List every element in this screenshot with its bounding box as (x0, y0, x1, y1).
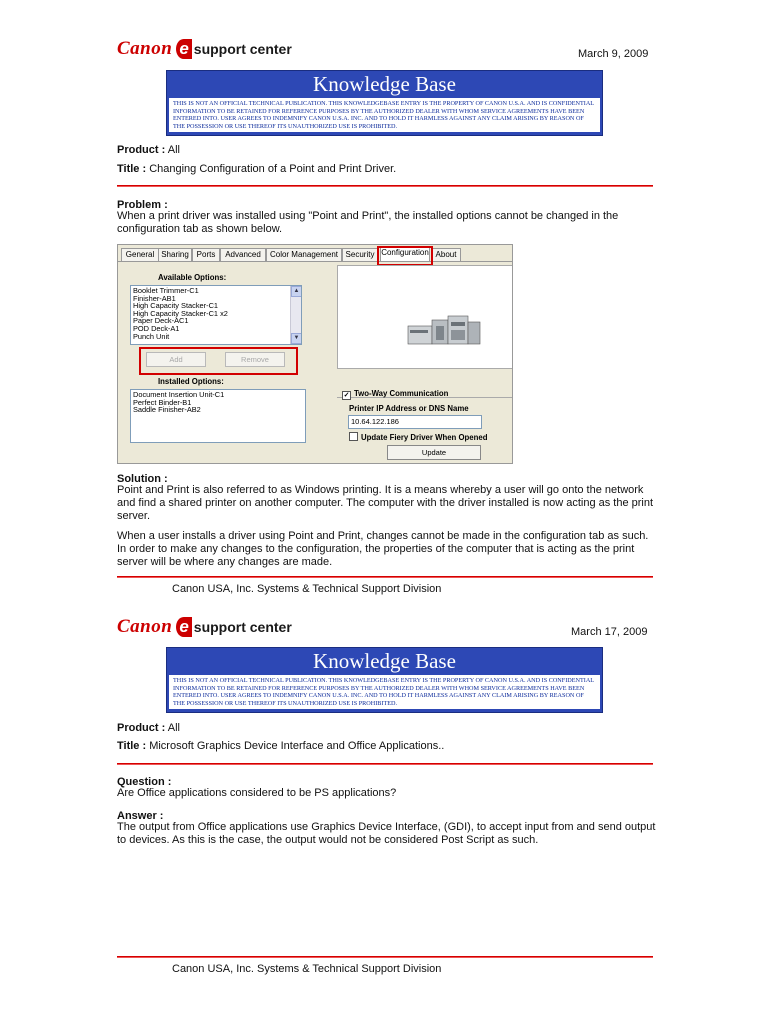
banner-disclaimer: THIS IS NOT AN OFFICIAL TECHNICAL PUBLICATION. THIS KNOWLEDGEBASE ENTRY IS THE PROPERTY OF CANON U.S.A. AND IS CONFIDENTIAL INFORMATION TO BE RETAINED FOR REFERENCE PURPOSES BY THE AUTHORIZED DEALER WITH WHOM SERVICE AGREEMENTS HAVE BEEN ENTERED INTO. USER AGREES TO INDEMNIFY CANON U.S.A. INC. AND TO HOLD IT HARMLESS AGAINST ANY CLAIM ARISING BY REASON OF THE POSSESSION OR USE THEREOF ITS UNAUTHORIZED USE IS PROHIBITED. (169, 675, 600, 709)
scrollbar[interactable] (290, 286, 301, 344)
divider (117, 763, 653, 765)
ip-address-input[interactable]: 10.64.122.186 (348, 415, 482, 429)
tab-security[interactable]: Security (342, 248, 378, 261)
problem-heading: Problem : (117, 199, 168, 211)
checkbox-empty-icon[interactable] (349, 432, 358, 441)
tab-row (118, 245, 512, 262)
list-item[interactable]: High Capacity Stacker-C1 (133, 301, 219, 311)
solution-text-2: When a user installs a driver using Point and Print, changes cannot be made in the configuration tab as such. In order to make any changes to the configuration, the properties of the computer that is acting as the print server will be where any changes are made. (117, 530, 649, 568)
list-item[interactable]: Finisher-AB1 (133, 293, 176, 303)
list-item[interactable]: Perfect Binder-B1 (133, 397, 192, 407)
article-date: March 9, 2009 (578, 48, 649, 60)
banner-title: Knowledge Base (313, 649, 456, 673)
knowledge-base-banner (166, 647, 603, 713)
list-item[interactable]: Booklet Trimmer-C1 (133, 286, 199, 295)
banner-title: Knowledge Base (313, 72, 456, 96)
tab-advanced[interactable]: Advanced (220, 248, 266, 261)
title-line: Title : Changing Configuration of a Point and Print Driver. (117, 163, 397, 175)
tab-configuration[interactable]: Configuration (380, 246, 430, 261)
canon-logo: Canon e support center (117, 616, 292, 637)
two-way-checkbox[interactable]: ✓ Two-Way Communication (343, 389, 449, 399)
scroll-down-icon[interactable]: ▼ (291, 333, 302, 344)
question-text: Are Office applications considered to be PS applications? (117, 787, 397, 799)
available-options-label: Available Options: (158, 273, 227, 282)
title-line: Title : Microsoft Graphics Device Interface and Office Applications.. (117, 740, 445, 752)
footer-text: Canon USA, Inc. Systems & Technical Support Division (172, 583, 442, 595)
printer-illustration (338, 266, 513, 368)
list-item[interactable]: Document Insertion Unit-C1 (133, 390, 225, 399)
product-line: Product : All (117, 144, 180, 156)
tab-sharing[interactable]: Sharing (158, 248, 192, 261)
installed-options-label: Installed Options: (158, 377, 224, 386)
answer-heading: Answer : (117, 810, 164, 822)
list-item[interactable]: Saddle Finisher-AB2 (133, 405, 201, 415)
tab-about[interactable]: About (431, 248, 461, 261)
solution-text: Point and Print is also referred to as Windows printing. It is a means whereby a user will go onto the network and find a shared printer on another computer. The computer with the driver installed is now acting as the print server. (117, 484, 654, 522)
list-item[interactable]: Paper Deck-AC1 (133, 316, 189, 326)
divider (117, 576, 653, 578)
tab-color-management[interactable]: Color Management (266, 248, 342, 261)
ip-label: Printer IP Address or DNS Name (349, 404, 469, 413)
answer-text: The output from Office applications use Graphics Device Interface, (GDI), to accept input from and send output to devices. As this is the case, the output would not be considered Post Script as such. (117, 821, 656, 846)
question-heading: Question : (117, 776, 172, 788)
problem-text: When a print driver was installed using "Point and Print", the installed options cannot be changed in the configuration tab as shown below. (117, 210, 619, 235)
printer-properties-dialog (117, 244, 513, 464)
list-item[interactable]: POD Deck-A1 (133, 323, 180, 333)
installed-options-list[interactable] (130, 389, 306, 443)
banner-disclaimer: THIS IS NOT AN OFFICIAL TECHNICAL PUBLICATION. THIS KNOWLEDGEBASE ENTRY IS THE PROPERTY OF CANON U.S.A. AND IS CONFIDENTIAL INFORMATION TO BE RETAINED FOR REFERENCE PURPOSES BY THE AUTHORIZED DEALER WITH WHOM SERVICE AGREEMENTS HAVE BEEN ENTERED INTO. USER AGREES TO INDEMNIFY CANON U.S.A. INC. AND TO HOLD IT HARMLESS AGAINST ANY CLAIM ARISING BY REASON OF THE POSSESSION OR USE THEREOF ITS UNAUTHORIZED USE IS PROHIBITED. (169, 98, 600, 132)
divider (117, 185, 653, 187)
product-line: Product : All (117, 722, 180, 734)
tab-ports[interactable]: Ports (192, 248, 220, 261)
solution-heading: Solution : (117, 473, 168, 485)
article-date: March 17, 2009 (571, 626, 648, 638)
checkbox-checked-icon[interactable]: ✓ (343, 392, 350, 399)
scroll-up-icon[interactable]: ▲ (291, 286, 302, 297)
printer-preview-panel (337, 265, 513, 369)
knowledge-base-banner (166, 70, 603, 136)
update-button[interactable]: Update (387, 445, 481, 460)
canon-logo: Canon e support center (117, 38, 292, 59)
available-options-list[interactable] (130, 285, 302, 345)
footer-text: Canon USA, Inc. Systems & Technical Support Division (172, 963, 442, 975)
configuration-tab-highlight (377, 246, 433, 266)
add-button[interactable]: Add (146, 352, 206, 367)
divider (117, 956, 653, 958)
list-item[interactable]: Punch Unit (133, 331, 170, 341)
list-item[interactable]: High Capacity Stacker-C1 x2 (133, 308, 228, 318)
update-fiery-checkbox[interactable]: Update Fiery Driver When Opened (349, 432, 488, 442)
remove-button[interactable]: Remove (225, 352, 285, 367)
tab-general[interactable]: General (121, 248, 159, 261)
